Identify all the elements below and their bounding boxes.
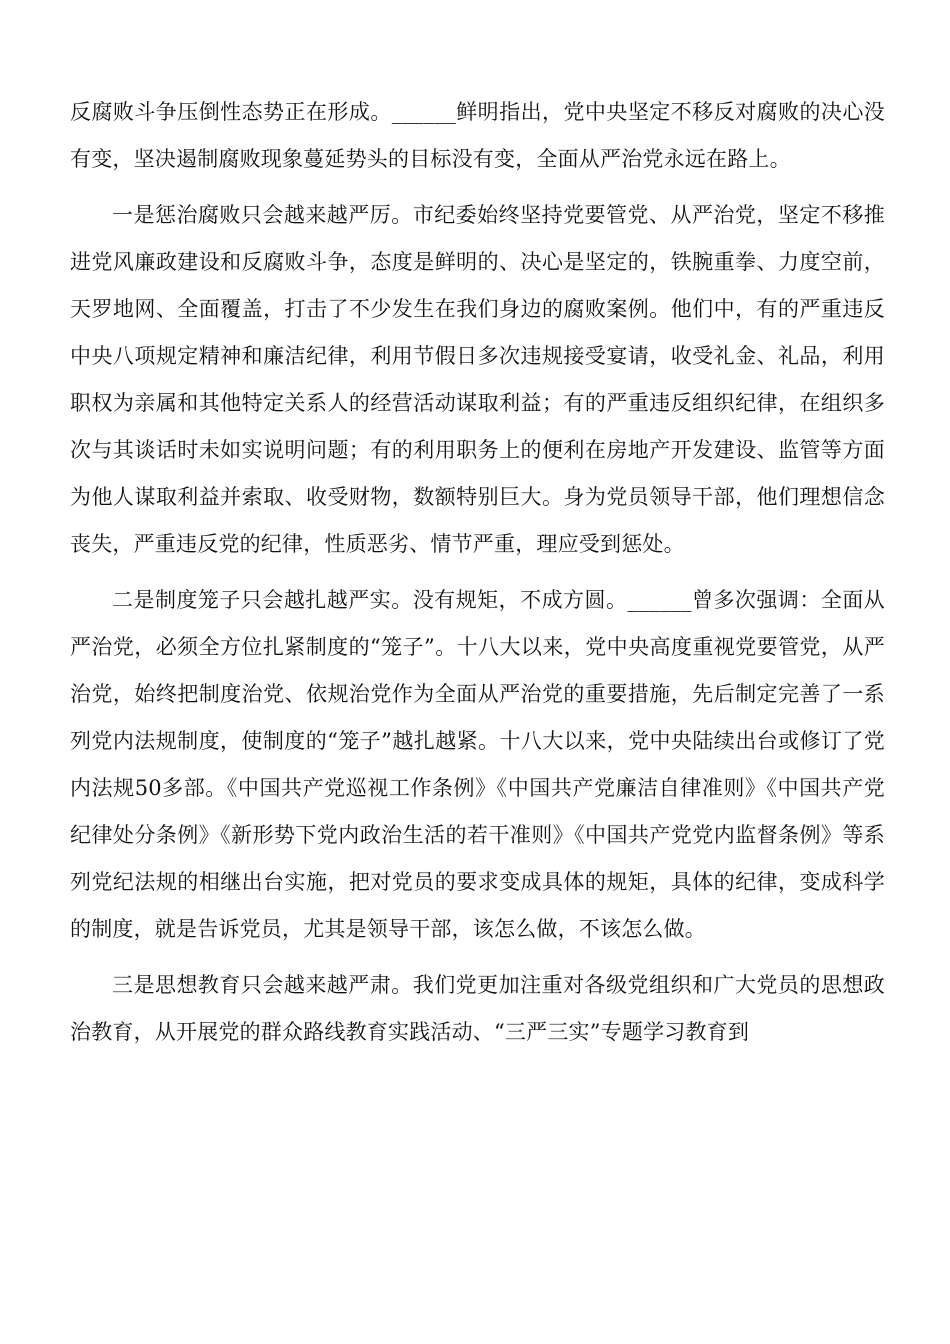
document-body bbox=[70, 89, 885, 1056]
paragraph-point-three: 三是思想教育只会越来越严肃。我们党更加注重对各级党组织和广大党员的思想政治教育，从开展党的群众路线教育实践活动、“三严三实”专题学习教育到 bbox=[70, 973, 885, 1044]
paragraph-point-two: 二是制度笼子只会越扎越严实。没有规矩，不成方圆。______曾多次强调：全面从严治党，必须全方位扎紧制度的“笼子”。十八大以来，党中央高度重视党要管党，从严治党，始终把制度治党、依规治党作为全面从严治党的重要措施，先后制定完善了一系列党内法规制度，使制度的“笼子”越扎越紧。十八大以来，党中央陆续出台或修订了党内法规50多部。《中国共产党巡视工作条例》《中国共产党廉洁自律准则》《中国共产党纪律处分条例》《新形势下党内政治生活的若干准则》《中国共产党党内监督条例》等系列党纪法规的相继出台实施，把对党员的要求变成具体的规矩，具体的纪律，变成科学的制度，就是告诉党员，尤其是领导干部，该怎么做，不该怎么做。 bbox=[70, 588, 885, 941]
paragraph-intro: 反腐败斗争压倒性态势正在形成。______鲜明指出，党中央坚定不移反对腐败的决心没有变，坚决遏制腐败现象蔓延势头的目标没有变，全面从严治党永远在路上。 bbox=[70, 100, 885, 171]
paragraph-point-one: 一是惩治腐败只会越来越严厉。市纪委始终坚持党要管党、从严治党，坚定不移推进党风廉政建设和反腐败斗争，态度是鲜明的、决心是坚定的，铁腕重拳、力度空前，天罗地网、全面覆盖，打击了不少发生在我们身边的腐败案例。他们中，有的严重违反中央八项规定精神和廉洁纪律，利用节假日多次违规接受宴请，收受礼金、礼品，利用职权为亲属和其他特定关系人的经营活动谋取利益；有的严重违反组织纪律，在组织多次与其谈话时未如实说明问题；有的利用职务上的便利在房地产开发建设、监管等方面为他人谋取利益并索取、收受财物，数额特别巨大。身为党员领导干部，他们理想信念丧失，严重违反党的纪律，性质恶劣、情节严重，理应受到惩处。 bbox=[70, 203, 885, 556]
